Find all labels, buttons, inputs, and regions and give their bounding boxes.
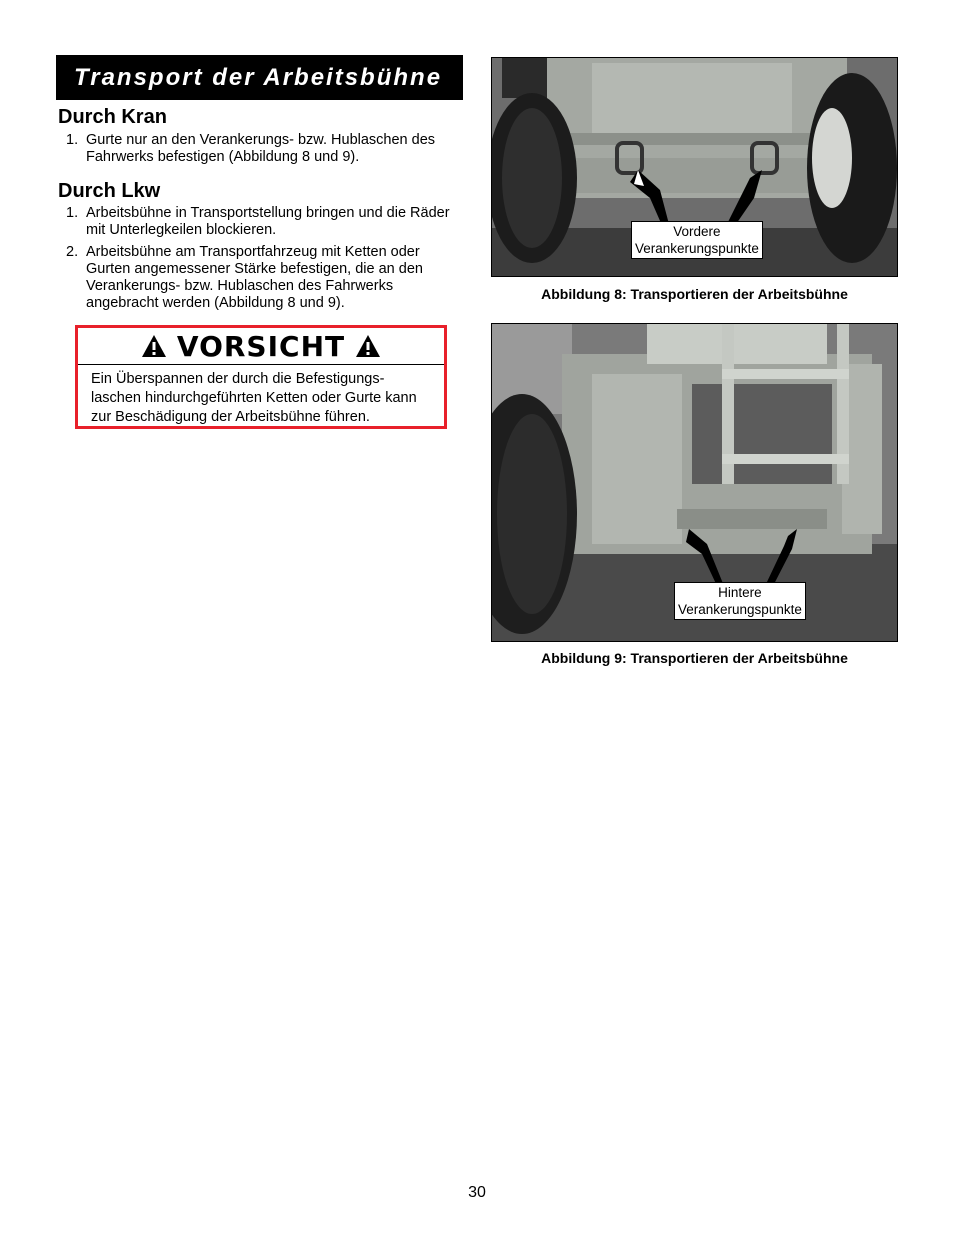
caution-box	[75, 325, 447, 429]
list-item	[58, 205, 463, 239]
callout-line: Hintere	[718, 585, 762, 600]
figure-8-photo	[491, 57, 898, 277]
caution-title: VORSICHT	[176, 329, 346, 363]
callout-line: Vordere	[673, 224, 721, 239]
warning-triangle-icon	[355, 334, 381, 358]
step-text: Arbeitsbühne am Transportfahrzeug mit Ketten oder Gurten angemessener Stärke befestigen, die an den Verankerungs- bzw. Hublaschen des Fahrwerks angebracht werden (Abbildung 8 und 9).	[86, 244, 423, 311]
figure-9-photo	[491, 323, 898, 642]
front-anchor-callout	[631, 221, 763, 259]
truck-heading: Durch Lkw	[58, 180, 161, 202]
truck-steps	[58, 205, 463, 317]
warning-triangle-icon	[141, 334, 167, 358]
figure-8-caption: Abbildung 8: Transportieren der Arbeitsbühne	[541, 286, 848, 302]
crane-steps	[58, 132, 463, 171]
step-text: Arbeitsbühne in Transportstellung bringen und die Räder mit Unterlegkeilen blockieren.	[86, 205, 450, 238]
step-number: 2.	[66, 244, 79, 260]
step-text: Gurte nur an den Verankerungs- bzw. Hublaschen des Fahrwerks befestigen (Abbildung 8 und 9).	[86, 132, 436, 165]
list-item	[58, 244, 463, 312]
figure-9-caption: Abbildung 9: Transportieren der Arbeitsbühne	[541, 650, 848, 666]
page-number: 30	[468, 1184, 486, 1201]
step-number: 1.	[66, 132, 79, 148]
section-title: Transport der Arbeitsbühne	[56, 55, 463, 100]
step-number: 1.	[66, 205, 79, 221]
callout-line: Verankerungspunkte	[678, 602, 802, 617]
list-item	[58, 132, 463, 166]
crane-heading: Durch Kran	[58, 106, 167, 128]
rear-anchor-callout	[674, 582, 806, 620]
caution-header	[78, 328, 444, 365]
callout-line: Verankerungspunkte	[635, 241, 759, 256]
caution-text: Ein Überspannen der durch die Befestigungs-laschen hindurchgeführten Ketten oder Gurte kann zur Beschädigung der Arbeitsbühne führen.	[91, 371, 417, 425]
